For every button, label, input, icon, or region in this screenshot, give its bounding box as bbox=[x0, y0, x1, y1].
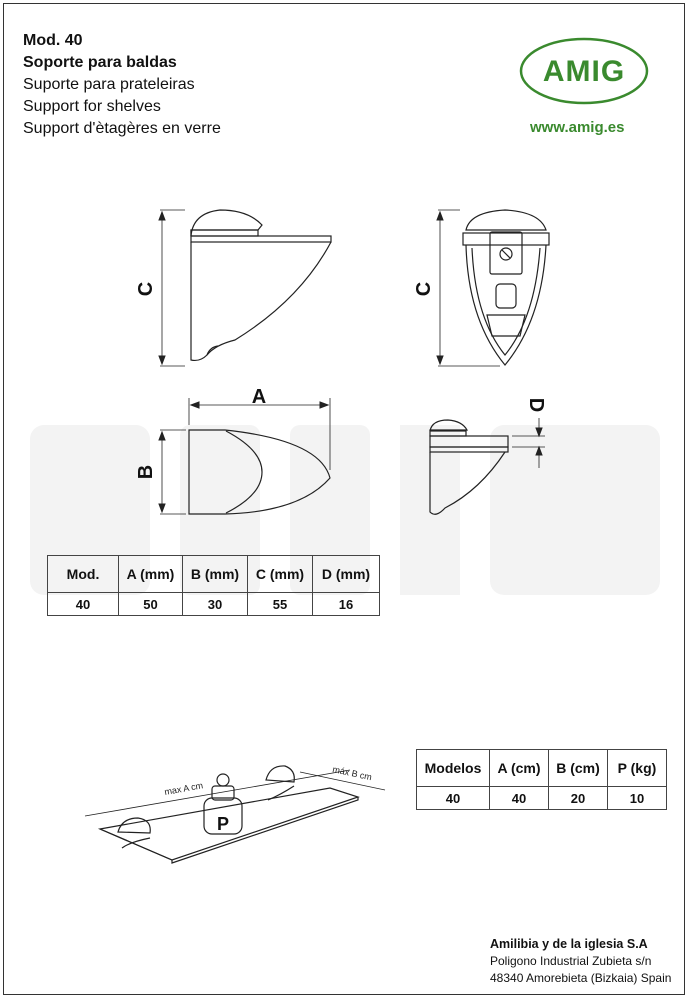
dimensions-table bbox=[47, 555, 380, 616]
company-name: Amilibia y de la iglesia S.A bbox=[490, 937, 648, 951]
address-street: Poligono Industrial Zubieta s/n bbox=[490, 954, 652, 968]
max-b-label: máx B cm bbox=[331, 764, 373, 783]
cell-modelos: 40 bbox=[417, 787, 490, 810]
dim-label-c-front: C bbox=[413, 281, 435, 297]
address-city: 48340 Amorebieta (Bizkaia) Spain bbox=[490, 971, 672, 985]
website-link[interactable]: www.amig.es bbox=[530, 119, 625, 136]
table-row bbox=[48, 593, 380, 616]
col-header-b: B (mm) bbox=[183, 556, 248, 593]
cell-d: 16 bbox=[313, 593, 380, 616]
load-table bbox=[416, 749, 667, 810]
col-header-b-cm: B (cm) bbox=[549, 750, 608, 787]
front-view bbox=[438, 210, 549, 366]
col-header-p-kg: P (kg) bbox=[608, 750, 667, 787]
product-name-fr: Support d'ètagères en verre bbox=[23, 120, 221, 137]
usage-illustration bbox=[85, 766, 385, 863]
dim-label-d: D bbox=[525, 397, 547, 413]
dim-label-a: A bbox=[251, 386, 267, 408]
product-name-pt: Suporte para prateleiras bbox=[23, 76, 195, 93]
cell-p-kg: 10 bbox=[608, 787, 667, 810]
cell-c: 55 bbox=[248, 593, 313, 616]
col-header-c: C (mm) bbox=[248, 556, 313, 593]
cell-mod: 40 bbox=[48, 593, 119, 616]
col-header-a: A (mm) bbox=[119, 556, 183, 593]
dim-label-c-side: C bbox=[135, 281, 157, 297]
max-a-label: max A cm bbox=[163, 780, 204, 797]
detail-view bbox=[430, 418, 545, 514]
col-header-mod: Mod. bbox=[48, 556, 119, 593]
col-header-d: D (mm) bbox=[313, 556, 380, 593]
model-title: Mod. 40 bbox=[23, 32, 83, 49]
weight-label: P bbox=[216, 814, 230, 834]
cell-b-cm: 20 bbox=[549, 787, 608, 810]
cell-a-cm: 40 bbox=[490, 787, 549, 810]
cell-a: 50 bbox=[119, 593, 183, 616]
dim-label-b: B bbox=[135, 464, 157, 480]
side-view bbox=[160, 210, 331, 366]
col-header-a-cm: A (cm) bbox=[490, 750, 549, 787]
col-header-modelos: Modelos bbox=[417, 750, 490, 787]
top-view bbox=[160, 398, 330, 514]
table-row bbox=[417, 787, 667, 810]
product-name-en: Support for shelves bbox=[23, 98, 161, 115]
cell-b: 30 bbox=[183, 593, 248, 616]
logo-lettering: AMIG bbox=[542, 55, 626, 88]
product-name-es: Soporte para baldas bbox=[23, 54, 177, 71]
company-address bbox=[490, 936, 671, 987]
